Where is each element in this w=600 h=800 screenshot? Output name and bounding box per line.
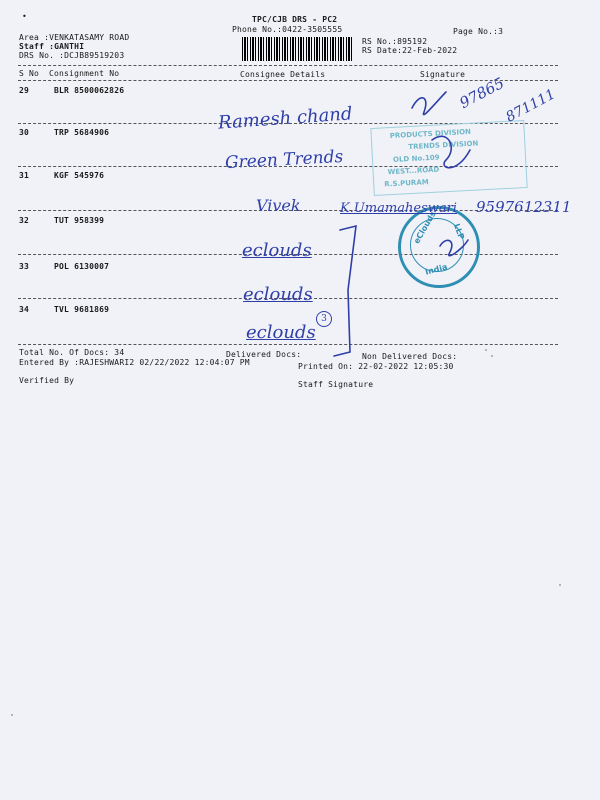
row-consignment: BLR 8500062826	[54, 86, 125, 95]
column-header-consignment: Consignment No	[49, 69, 120, 78]
handwritten-consignee: eclouds	[242, 240, 312, 261]
rs-number: RS No.:895192	[362, 37, 428, 46]
delivered-docs: Delivered Docs:	[226, 350, 302, 359]
handwritten-consignee: Green Trends	[224, 146, 344, 174]
handwritten-consignee: eclouds	[246, 322, 316, 343]
column-header-signature: Signature	[420, 70, 466, 79]
seal-text: LLP	[452, 222, 467, 241]
row-sno: 29	[19, 86, 30, 95]
stamp-text: R.S.PURAM	[384, 178, 429, 189]
bullet-mark: •	[22, 12, 28, 21]
row-sno: 32	[19, 216, 30, 225]
area-label: Area :VENKATASAMY ROAD	[19, 33, 130, 42]
handwritten-consignee: eclouds	[243, 284, 313, 305]
row-sno: 34	[19, 305, 30, 314]
handwritten-consignee: Ramesh chand	[217, 103, 354, 134]
handwritten-number: 871111	[503, 86, 559, 126]
handwritten-consignee: Vivek	[256, 196, 301, 215]
stamp-text: TRENDS DIVISION	[408, 139, 479, 152]
handwritten-circled-number: 3	[316, 311, 332, 327]
stamp-text: WEST...ROAD	[387, 165, 440, 177]
signature-scribble	[440, 240, 468, 256]
column-header-consignee: Consignee Details	[240, 70, 326, 79]
row-consignment: TUT 958399	[54, 216, 105, 225]
verified-by: Verified By	[19, 376, 75, 385]
handwritten-phone: 9597612311	[476, 198, 572, 216]
entered-by: Entered By :RAJESHWARI2 02/22/2022 12:04:07 PM	[19, 358, 250, 367]
stamp-text: OLD No.109	[392, 153, 440, 164]
bracket-stroke	[334, 226, 356, 356]
printed-on: Printed On: 22-02-2022 12:05:30	[298, 362, 454, 371]
row-sno: 30	[19, 128, 30, 137]
column-header-sno: S No	[19, 69, 40, 78]
rs-date: RS Date:22-Feb-2022	[362, 46, 458, 55]
signature-scribble	[432, 136, 470, 167]
seal-text: India	[424, 262, 449, 277]
handwritten-receiver-name: K.Umamaheswari	[340, 201, 457, 216]
row-sno: 31	[19, 171, 30, 180]
non-delivered-docs: Non Delivered Docs:	[362, 352, 458, 361]
staff-signature: Staff Signature	[298, 380, 374, 389]
row-consignment: TVL 9681869	[54, 305, 110, 314]
document-title: TPC/CJB DRS - PC2	[252, 15, 338, 24]
seal-text: eClouds	[412, 209, 438, 246]
stamp-text: PRODUCTS DIVISION	[389, 127, 472, 141]
staff-label: Staff :GANTHI	[19, 42, 85, 51]
row-sno: 33	[19, 262, 30, 271]
row-consignment: KGF 545976	[54, 171, 105, 180]
phone-number: Phone No.:0422-3505555	[232, 25, 343, 34]
page-number: Page No.:3	[453, 27, 504, 36]
handwritten-number: 97865	[456, 73, 508, 113]
row-consignment: POL 6130007	[54, 262, 110, 271]
total-docs: Total No. Of Docs: 34	[19, 348, 125, 357]
drs-number: DRS No. :DCJB89519203	[19, 51, 125, 60]
row-consignment: TRP 5684906	[54, 128, 110, 137]
signature-scribble	[412, 92, 446, 115]
